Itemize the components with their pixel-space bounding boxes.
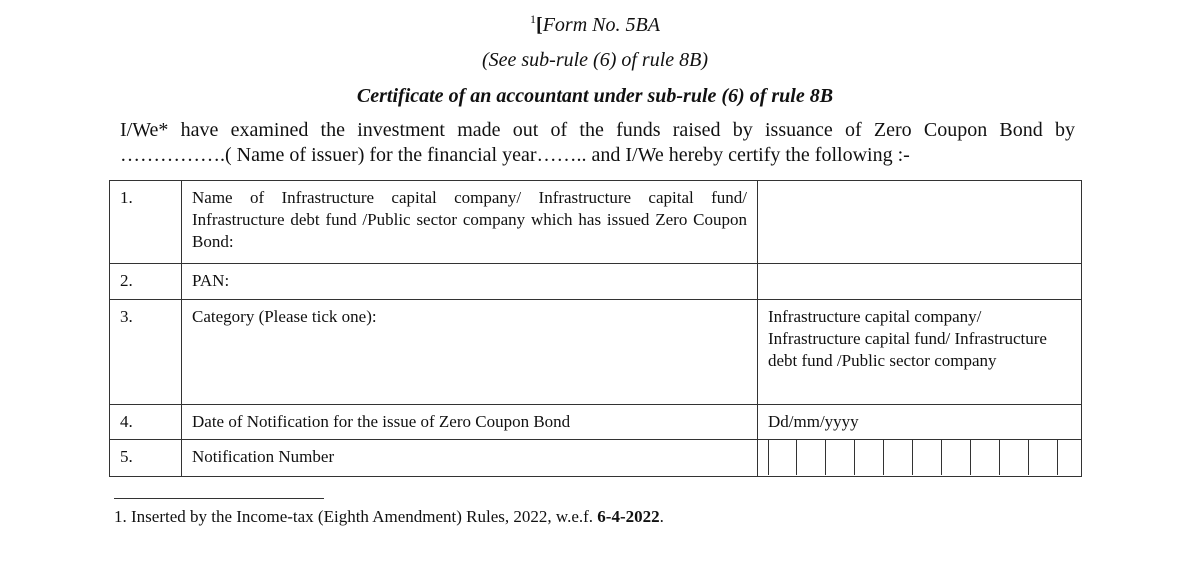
digit-box[interactable] <box>884 440 913 475</box>
intro-paragraph <box>120 118 1075 168</box>
row-label: PAN: <box>182 264 758 300</box>
certificate-title: Certificate of an accountant under sub-rule (6) of rule 8B <box>356 85 834 107</box>
digit-box[interactable] <box>826 440 855 475</box>
table-row <box>110 300 1082 405</box>
digit-box[interactable] <box>855 440 884 475</box>
digit-box[interactable] <box>1000 440 1029 475</box>
issuer-name-field[interactable] <box>758 181 1082 264</box>
opening-bracket: [ <box>536 14 543 36</box>
row-number: 1. <box>110 181 182 264</box>
digit-box[interactable] <box>797 440 826 475</box>
row-label: Notification Number <box>182 440 758 477</box>
see-rule-reference: (See sub-rule (6) of rule 8B) <box>481 49 709 71</box>
category-options[interactable]: Infrastructure capital company/ Infrastructure capital fund/ Infrastructure debt fund /Public sector company <box>758 300 1082 405</box>
notification-number-field[interactable] <box>758 440 1082 477</box>
digit-box[interactable] <box>768 440 797 475</box>
row-label: Category (Please tick one): <box>182 300 758 405</box>
certificate-table <box>109 180 1082 477</box>
footnote-divider <box>114 498 324 499</box>
digit-box[interactable] <box>942 440 971 475</box>
notification-number-boxes[interactable] <box>758 440 1081 475</box>
form-number-text: Form No. 5BA <box>542 14 660 36</box>
row-label: Name of Infrastructure capital company/ Infrastructure capital fund/ Infrastructure debt fund /Public sector company which has issued Zero Coupon Bond: <box>182 181 758 264</box>
footnote-text: 1. Inserted by the Income-tax (Eighth Amendment) Rules, 2022, w.e.f. <box>114 507 598 526</box>
table-row <box>110 264 1082 300</box>
footnote-marker: 1 <box>530 12 537 26</box>
notification-date-field[interactable]: Dd/mm/yyyy <box>758 405 1082 440</box>
table-row <box>110 405 1082 440</box>
table-row <box>110 181 1082 264</box>
intro-line-2: …………….( Name of issuer) for the financial year…….. and I/We hereby certify the following :- <box>120 144 910 166</box>
digit-box[interactable] <box>913 440 942 475</box>
intro-line-1: I/We* have examined the investment made out of the funds raised by issuance of Zero Coupon Bond by <box>120 119 1075 141</box>
pan-field[interactable] <box>758 264 1082 300</box>
table-row <box>110 440 1082 477</box>
form-number <box>0 12 1190 37</box>
row-number: 4. <box>110 405 182 440</box>
digit-box[interactable] <box>1029 440 1058 475</box>
row-number: 2. <box>110 264 182 300</box>
digit-box[interactable] <box>971 440 1000 475</box>
row-label: Date of Notification for the issue of Zero Coupon Bond <box>182 405 758 440</box>
footnote-date: 6-4-2022 <box>597 507 660 526</box>
footnote <box>114 507 664 527</box>
row-number: 5. <box>110 440 182 477</box>
footnote-end: . <box>659 507 664 526</box>
row-number: 3. <box>110 300 182 405</box>
